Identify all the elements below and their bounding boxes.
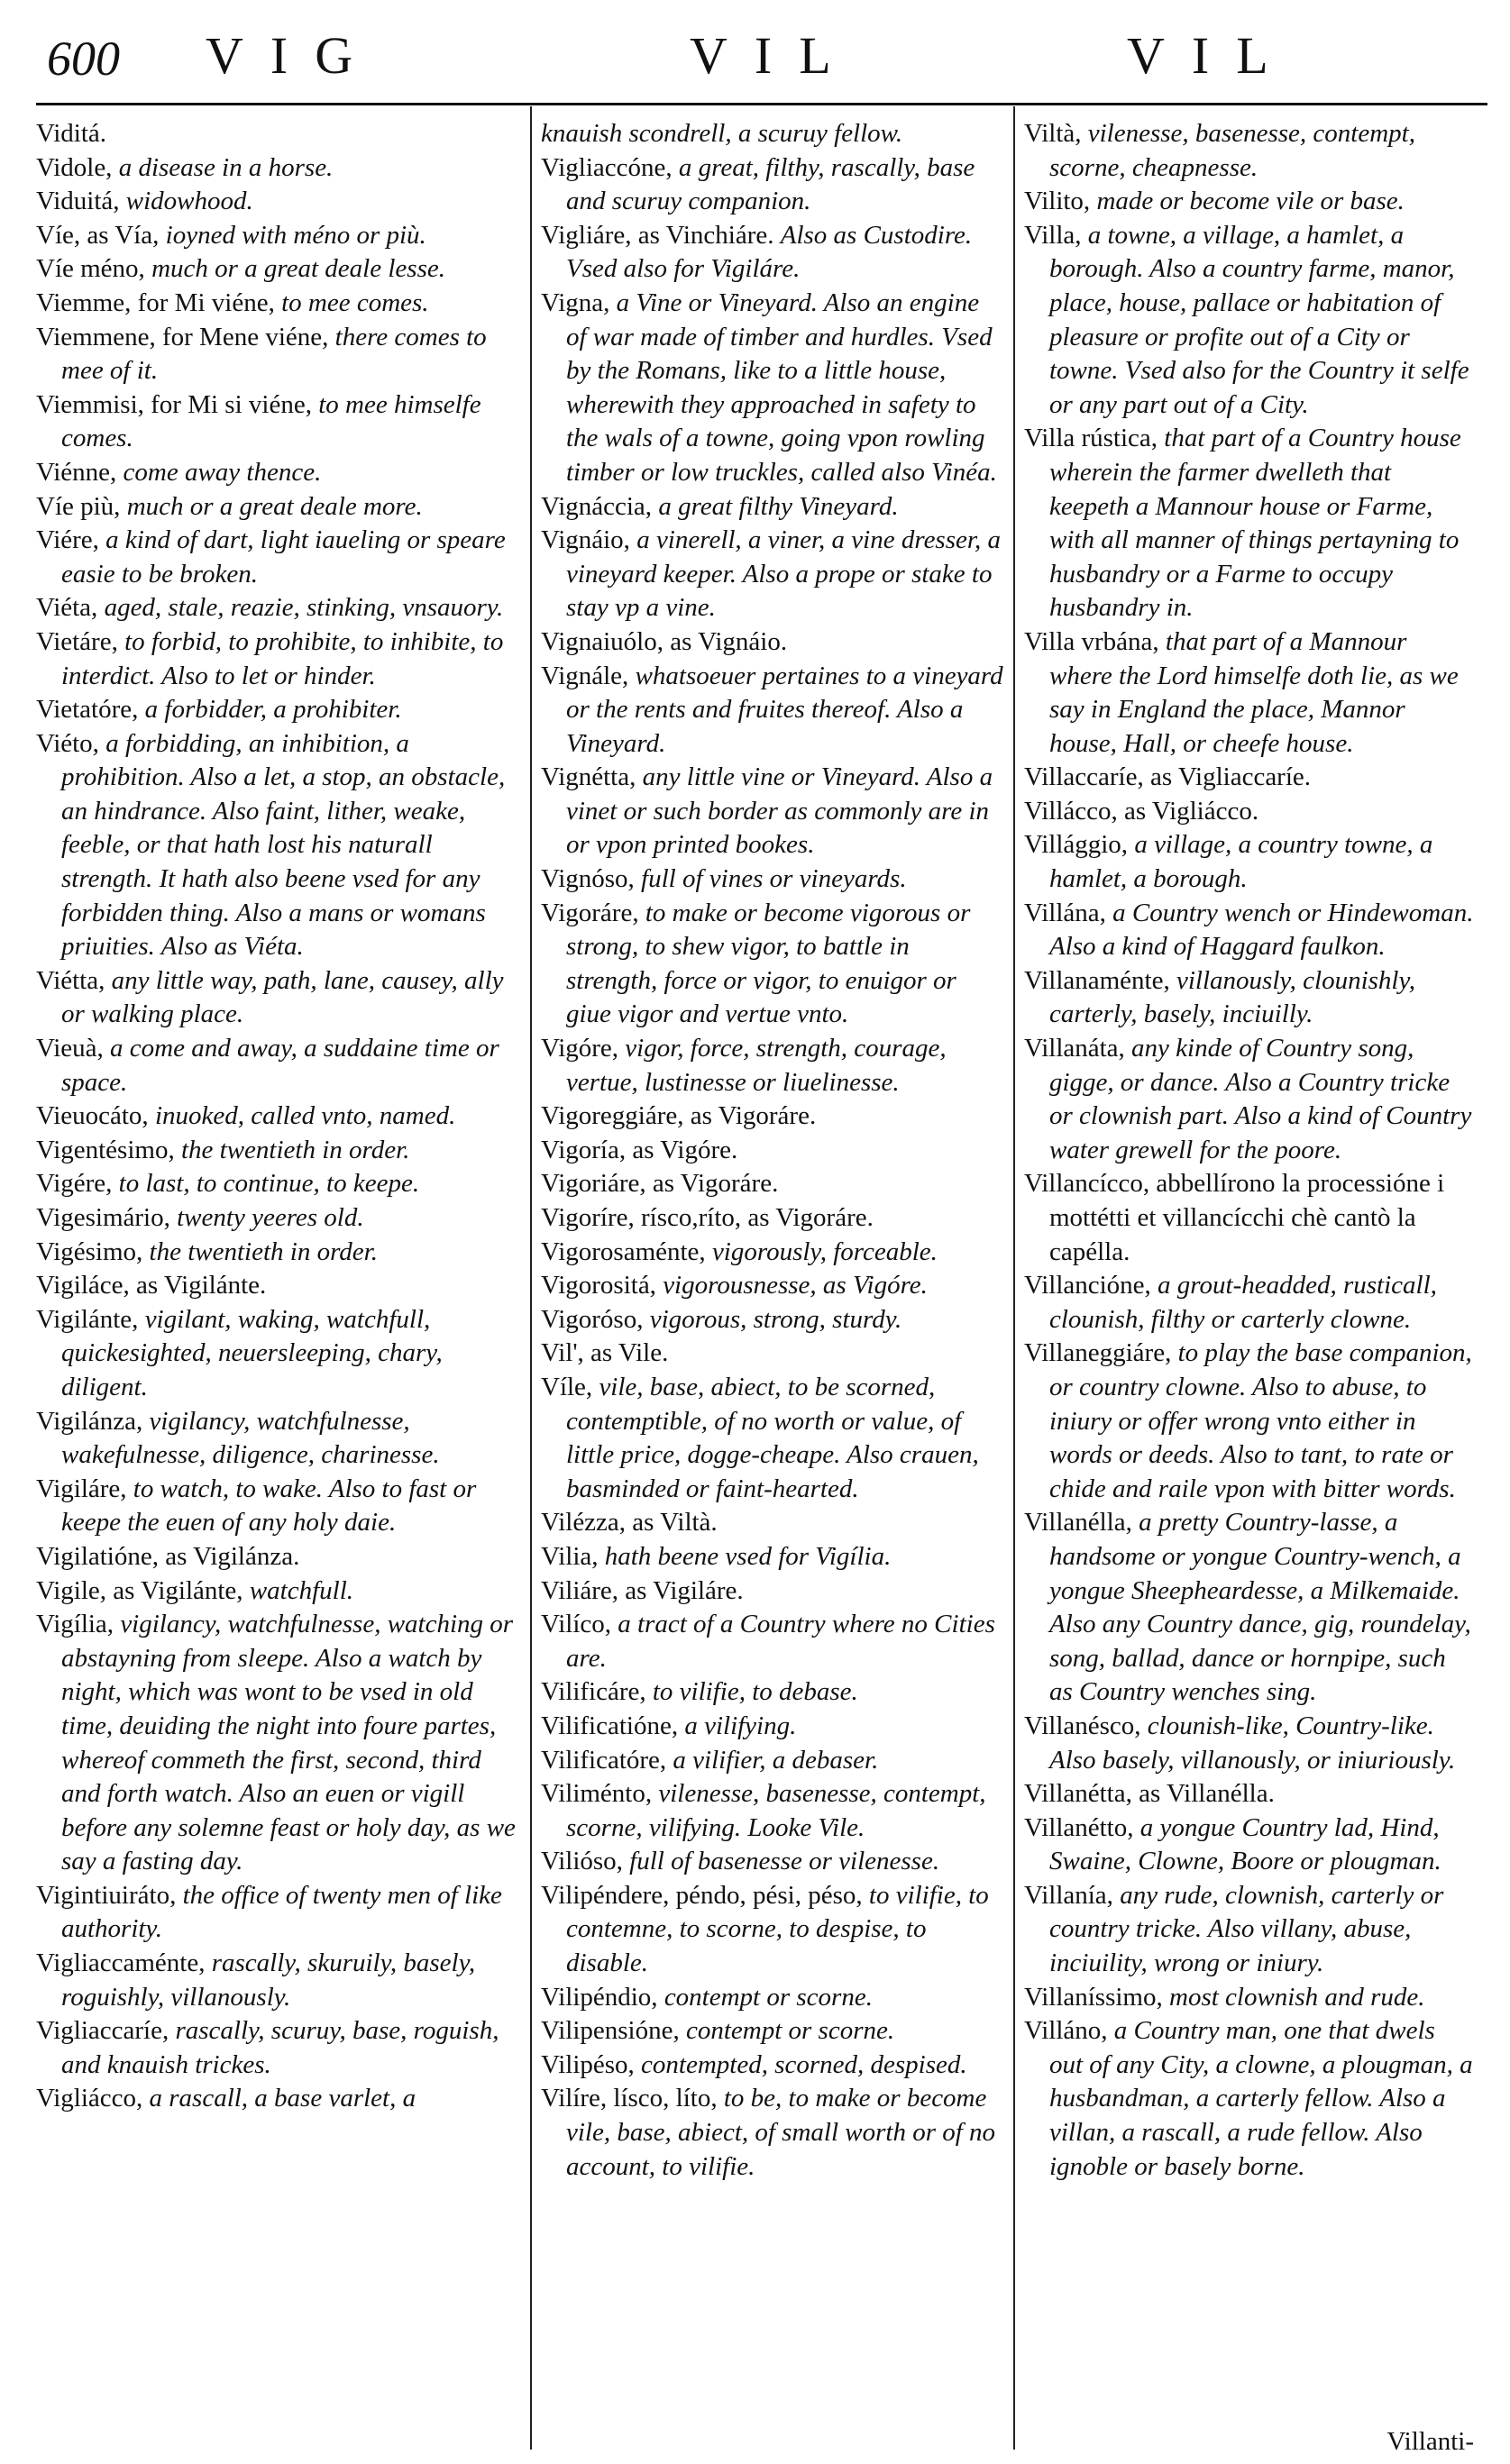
entry-definition: a vilifying.	[684, 1711, 797, 1740]
dictionary-entry	[36, 321, 519, 388]
entry-definition: full of vines or vineyards.	[641, 864, 907, 894]
entry-headword: Vigoríre, rísco,ríto, as Vigoráre.	[541, 1203, 874, 1232]
dictionary-entry	[36, 1236, 519, 1270]
entry-definition: a great filthy Vineyard.	[658, 491, 899, 521]
entry-definition: there comes to mee of it.	[61, 322, 487, 386]
dictionary-entry	[541, 1371, 1004, 1506]
entry-headword: Vilipensióne,	[541, 2016, 680, 2046]
entry-definition: any little vine or Vineyard. Also a vinet or such border as commonly are in or vpon printed bookes.	[566, 762, 993, 860]
dictionary-entry	[1024, 1710, 1475, 1777]
entry-headword: Vilipéso,	[541, 2049, 635, 2079]
entry-definition: to be, to make or become vile, base, abiect, of small worth or of no account, to vilifie.	[566, 2084, 996, 2181]
dictionary-entry	[541, 219, 1004, 287]
entry-definition: most clownish and rude.	[1169, 1982, 1425, 2012]
dictionary-entry	[541, 2049, 1004, 2083]
entry-headword: Villancióne,	[1024, 1271, 1151, 1300]
entry-definition: a come and away, a suddaine time or space.	[61, 1034, 499, 1097]
entry-headword: Viemme, for Mi viéne,	[36, 287, 275, 317]
entry-headword: Vieuà,	[36, 1034, 104, 1063]
dictionary-entry	[36, 456, 519, 490]
dictionary-entry	[541, 1879, 1004, 1981]
entry-headword: Vigoriáre, as Vigoráre.	[541, 1169, 779, 1199]
dictionary-entry	[541, 1506, 1004, 1540]
entry-definition: widowhood.	[125, 187, 253, 216]
page-number: 600	[47, 32, 120, 86]
dictionary-entry	[36, 1032, 519, 1100]
entry-headword: Villanáta,	[1024, 1034, 1125, 1063]
dictionary-entry	[1024, 1811, 1475, 1879]
dictionary-entry	[541, 1744, 1004, 1778]
entry-headword: Vil', as Vile.	[541, 1338, 669, 1368]
entry-definition: vigilancy, watchfulnesse, watching or abstayning from sleepe. Also a watch by night, which was wont to be vsed in old time, deuiding the night into foure partes, whereof commeth the first, second, third and forth watch. Also an euen or vigill before any solemne feast or holy day, as we say a fasting day.	[61, 1610, 516, 1876]
entry-definition: a Country wench or Hindewoman. Also a kind of Haggard faulkon.	[1049, 898, 1474, 962]
dictionary-entry	[36, 1100, 519, 1134]
dictionary-entry	[36, 625, 519, 693]
dictionary-entry	[541, 1134, 1004, 1168]
entry-definition: the twentieth in order.	[149, 1237, 378, 1266]
entry-definition: to mee himselfe comes.	[61, 389, 481, 453]
entry-headword: Vignóso,	[541, 864, 635, 894]
entry-headword: Viéta,	[36, 593, 98, 623]
entry-headword: Víle,	[541, 1372, 593, 1401]
entry-definition: to vilifie, to debase.	[652, 1677, 858, 1707]
dictionary-entry	[541, 1337, 1004, 1371]
entry-definition: that part of a Mannour where the Lord himselfe doth lie, as we say in England the place, Mannor house, Hall, or cheefe house.	[1049, 626, 1459, 758]
entry-definition: contempt or scorne.	[663, 1982, 873, 2012]
entry-definition: made or become vile or base.	[1096, 187, 1405, 216]
dictionary-entry	[36, 2082, 519, 2116]
entry-headword: Viére,	[36, 525, 99, 555]
dictionary-entry	[541, 1032, 1004, 1100]
entry-definition: a vinerell, a viner, a vine dresser, a vineyard keeper. Also a prope or stake to stay vp a vine.	[566, 525, 1001, 623]
dictionary-entry	[36, 287, 519, 321]
entry-definition: to mee comes.	[281, 287, 429, 317]
entry-headword: Villanétto,	[1024, 1812, 1134, 1842]
entry-headword: Vigliáre, as Vinchiáre.	[541, 220, 774, 250]
entry-headword: Villaneggiáre,	[1024, 1338, 1172, 1368]
entry-headword: Vilíre, lísco, líto,	[541, 2084, 718, 2113]
entry-definition: vigorousnesse, as Vigóre.	[663, 1271, 928, 1300]
dictionary-entry	[541, 1675, 1004, 1710]
entry-headword: Vilíco,	[541, 1610, 611, 1639]
dictionary-entry	[541, 1303, 1004, 1337]
entry-headword: Vignále,	[541, 661, 629, 690]
dictionary-entry	[36, 1879, 519, 1947]
entry-definition: a towne, a village, a hamlet, a borough. Also a country farme, manor, place, house, pallace or habitation of pleasure or profite out of a City or towne. Vsed also for the Country it selfe or any part out of a City.	[1049, 220, 1469, 419]
dictionary-entry	[36, 1405, 519, 1473]
entry-headword: Vigília,	[36, 1610, 114, 1639]
entry-headword: Vigna,	[541, 287, 610, 317]
dictionary-entry	[541, 524, 1004, 625]
entry-definition: that part of a Country house wherein the farmer dwelleth that keepeth a Mannour house or Farme, with all manner of things pertayning to husbandry or a Farme to occupy husbandry in.	[1049, 424, 1461, 623]
entry-headword: Vigliaccaménte,	[36, 1948, 206, 1978]
dictionary-entry	[1024, 1981, 1475, 2015]
entry-definition: a tract of a Country where no Cities are.	[566, 1610, 995, 1673]
entry-headword: Viltà,	[1024, 119, 1082, 148]
entry-definition: Also as Custodire. Vsed also for Vigiláre.	[566, 220, 973, 284]
dictionary-entry	[36, 388, 519, 456]
entry-headword: Vigoráre,	[541, 898, 639, 927]
entry-definition: a grout-headded, rusticall, clounish, filthy or carterly clowne.	[1049, 1271, 1437, 1334]
dictionary-entry	[36, 185, 519, 219]
entry-headword: Vigoría, as Vigóre.	[541, 1135, 738, 1164]
dictionary-entry	[541, 1845, 1004, 1879]
entry-definition: any rude, clownish, carterly or country tricke. Also villany, abuse, inciuility, wrong or iniury.	[1049, 1880, 1444, 1978]
entry-headword: Vigiláce, as Vigilánte.	[36, 1271, 267, 1300]
entry-headword: Vilipéndio,	[541, 1982, 658, 2012]
entry-definition: clounish-like, Country-like. Also basely, villanously, or iniuriously.	[1049, 1711, 1456, 1775]
dictionary-entry	[36, 964, 519, 1032]
dictionary-entry	[541, 1710, 1004, 1744]
dictionary-entry	[541, 1574, 1004, 1609]
running-head-left: VIG	[206, 26, 380, 85]
entry-headword: Vigorositá,	[541, 1271, 656, 1300]
entry-headword: Vigliaccóne,	[541, 152, 673, 182]
entry-definition: come away thence.	[123, 457, 322, 487]
entry-headword: Víe più,	[36, 491, 121, 521]
entry-definition: vile, base, abiect, to be scorned, contemptible, of no worth or value, of little price, dogge-cheape. Also crauen, basminded or faint-hearted.	[566, 1372, 979, 1503]
dictionary-entry	[36, 1167, 519, 1201]
dictionary-entry	[541, 761, 1004, 862]
dictionary-entry	[36, 219, 519, 253]
entry-headword: Vilito,	[1024, 187, 1091, 216]
entry-definition: rascally, scuruy, base, roguish, and knauish trickes.	[61, 2016, 499, 2079]
entry-headword: Villácco, as Vigliácco.	[1024, 796, 1259, 826]
entry-headword: Viénne,	[36, 457, 117, 487]
entry-headword: Vigésimo,	[36, 1237, 143, 1266]
dictionary-entry	[36, 1608, 519, 1879]
entry-headword: Víe, as Vía,	[36, 220, 160, 250]
entry-headword: Viliménto,	[541, 1779, 653, 1809]
entry-definition: aged, stale, reazie, stinking, vnsauory.	[104, 593, 504, 623]
dictionary-entry	[36, 1473, 519, 1540]
entry-headword: Villa rústica,	[1024, 424, 1158, 453]
entry-headword: Vietatóre,	[36, 695, 139, 725]
dictionary-entry	[36, 727, 519, 964]
dictionary-entry	[541, 2082, 1004, 2184]
entry-headword: Vigentésimo,	[36, 1135, 175, 1164]
entry-headword: Viéto,	[36, 728, 99, 758]
dictionary-entry	[1024, 1032, 1475, 1167]
entry-definition: a vilifier, a debaser.	[673, 1745, 879, 1775]
dictionary-entry	[541, 1540, 1004, 1574]
entry-headword: Vigorosaménte,	[541, 1237, 706, 1266]
entry-definition: a Vine or Vineyard. Also an engine of war made of timber and hurdles. Vsed by the Romans, like to a little house, wherewith they approached in safety to the wals of a towne, going vpon rowling timber or low truckles, called also Vinéa.	[566, 287, 997, 487]
entry-headword: Vigilatióne, as Vigilánza.	[36, 1541, 300, 1571]
running-head-right: VIL	[1127, 26, 1295, 85]
entry-definition: a Country man, one that dwels out of any City, a clowne, a plougman, a husbandman, a carterly fellow. Also a villan, a rascall, a rude fellow. Also ignoble or basely borne.	[1049, 2016, 1473, 2181]
entry-headword: Vigintiuiráto,	[36, 1880, 177, 1910]
dictionary-entry	[1024, 422, 1475, 625]
entry-headword: Vignáio,	[541, 525, 630, 555]
column-3	[1024, 117, 1475, 2184]
dictionary-entry	[541, 287, 1004, 490]
dictionary-entry	[541, 490, 1004, 525]
entry-definition: inuoked, called vnto, named.	[154, 1101, 456, 1131]
dictionary-entry	[541, 117, 1004, 151]
entry-headword: Vietáre,	[36, 626, 118, 656]
entry-headword: Vigilánza,	[36, 1406, 143, 1436]
entry-headword: Vigliaccaríe,	[36, 2016, 169, 2046]
entry-headword: Vigilánte,	[36, 1304, 139, 1334]
entry-definition: vilenesse, basenesse, contempt, scorne, vilifying. Looke Vile.	[566, 1779, 986, 1842]
dictionary-entry	[541, 1167, 1004, 1201]
entry-headword: Villanélla,	[1024, 1508, 1132, 1538]
entry-headword: Vigesimário,	[36, 1203, 170, 1232]
entry-definition: knauish scondrell, a scuruy fellow.	[541, 119, 903, 148]
dictionary-entry	[541, 1608, 1004, 1675]
entry-definition: twenty yeeres old.	[177, 1203, 364, 1232]
entry-headword: Víe méno,	[36, 254, 145, 284]
entry-headword: Villána,	[1024, 898, 1106, 927]
dictionary-entry	[1024, 625, 1475, 761]
entry-definition: the twentieth in order.	[180, 1135, 410, 1164]
entry-headword: Vilipéndere, péndo, pési, péso,	[541, 1880, 863, 1910]
entry-headword: Villaníssimo,	[1024, 1982, 1163, 2012]
entry-headword: Vigére,	[36, 1169, 113, 1199]
dictionary-entry	[1024, 761, 1475, 795]
entry-headword: Vignaiuólo, as Vignáio.	[541, 626, 788, 656]
dictionary-entry	[541, 1981, 1004, 2015]
dictionary-entry	[541, 660, 1004, 762]
entry-headword: Vigile, as Vigilánte,	[36, 1575, 243, 1605]
entry-headword: Viemmene, for Mene viéne,	[36, 322, 329, 351]
entry-definition: whatsoeuer pertaines to a vineyard or the rents and fruites thereof. Also a Vineyard.	[566, 661, 1003, 758]
column-2	[541, 117, 1004, 2184]
entry-definition: to make or become vigorous or strong, to shew vigor, to battle in strength, force or vigor, to enuigor or giue vigor and vertue vnto.	[566, 898, 971, 1029]
entry-headword: Vigiláre,	[36, 1474, 127, 1503]
entry-definition: a kind of dart, light iaueling or speare easie to be broken.	[61, 525, 506, 589]
entry-definition: vigorous, strong, sturdy.	[649, 1304, 902, 1334]
dictionary-entry	[541, 1236, 1004, 1270]
entry-definition: watchfull.	[249, 1575, 354, 1605]
column-divider-2	[1013, 106, 1015, 2450]
dictionary-entry	[36, 1201, 519, 1236]
dictionary-entry	[1024, 897, 1475, 964]
dictionary-entry	[1024, 1777, 1475, 1811]
entry-headword: Viduitá,	[36, 187, 120, 216]
entry-headword: Villancícco, abbellírono la processióne i mottétti et villancícchi chè cantò la capélla.	[1024, 1169, 1445, 1266]
entry-definition: vigor, force, strength, courage, vertue, lustinesse or liuelinesse.	[566, 1034, 947, 1097]
dictionary-entry	[36, 151, 519, 186]
entry-definition: a rascall, a base varlet, a	[149, 2084, 416, 2113]
entry-definition: to play the base companion, or country clowne. Also to abuse, to iniury or offer wrong vnto either in words or deeds. Also to tant, to rate or chide and raile vpon with bitter words.	[1049, 1338, 1472, 1503]
dictionary-entry	[1024, 1167, 1475, 1269]
entry-headword: Villa vrbána,	[1024, 626, 1159, 656]
column-divider-1	[530, 106, 532, 2450]
dictionary-entry	[1024, 964, 1475, 1032]
entry-definition: to forbid, to prohibite, to inhibite, to interdict. Also to let or hinder.	[61, 626, 504, 690]
dictionary-entry	[1024, 1506, 1475, 1710]
dictionary-entry	[36, 1303, 519, 1405]
dictionary-entry	[541, 2014, 1004, 2049]
entry-headword: Villanía,	[1024, 1880, 1113, 1910]
entry-headword: Vignáccia,	[541, 491, 653, 521]
dictionary-entry	[36, 1540, 519, 1574]
entry-definition: a great, filthy, rascally, base and scuruy companion.	[566, 152, 975, 216]
entry-definition: rascally, skuruily, basely, roguishly, villanously.	[61, 1948, 476, 2012]
entry-headword: Villaccaríe, as Vigliaccaríe.	[1024, 762, 1312, 792]
entry-definition: full of basenesse or vilenesse.	[629, 1847, 940, 1876]
entry-headword: Vidole,	[36, 152, 113, 182]
entry-headword: Vilificáre,	[541, 1677, 646, 1707]
entry-headword: Viditá.	[36, 119, 106, 148]
dictionary-entry	[36, 1269, 519, 1303]
entry-definition: any kinde of Country song, gigge, or dance. Also a Country tricke or clownish part. Also a kind of Country water grewell for the poore.	[1049, 1034, 1472, 1164]
dictionary-entry	[36, 252, 519, 287]
dictionary-entry	[1024, 185, 1475, 219]
entry-definition: a forbidder, a prohibiter.	[144, 695, 402, 725]
entry-headword: Villanétta, as Villanélla.	[1024, 1779, 1275, 1809]
entry-definition: a village, a country towne, a hamlet, a borough.	[1049, 830, 1433, 894]
entry-definition: to watch, to wake. Also to fast or keepe the euen of any holy daie.	[61, 1474, 477, 1538]
entry-headword: Vilia,	[541, 1541, 599, 1571]
entry-definition: a forbidding, an inhibition, a prohibition. Also a let, a stop, an obstacle, an hindrance. Also faint, lither, weake, feeble, or that hath lost his naturall strength. It hath also beene vsed for any forbidden thing. Also a mans or womans priuities. Also as Viéta.	[61, 728, 506, 962]
dictionary-entry	[541, 1777, 1004, 1845]
dictionary-entry	[541, 862, 1004, 897]
dictionary-entry	[541, 151, 1004, 219]
dictionary-entry	[36, 1947, 519, 2014]
dictionary-entry	[541, 1201, 1004, 1236]
entry-headword: Villa,	[1024, 220, 1082, 250]
entry-definition: much or a great deale lesse.	[151, 254, 445, 284]
entry-headword: Vigliácco,	[36, 2084, 143, 2113]
header-rule	[36, 103, 1487, 105]
dictionary-entry	[541, 1100, 1004, 1134]
dictionary-entry	[541, 625, 1004, 660]
dictionary-entry	[1024, 828, 1475, 896]
entry-headword: Vilificatióne,	[541, 1711, 679, 1740]
entry-headword: Vieuocáto,	[36, 1101, 149, 1131]
dictionary-entry	[1024, 2014, 1475, 2184]
entry-headword: Villanésco,	[1024, 1711, 1141, 1740]
entry-definition: to last, to continue, to keepe.	[118, 1169, 420, 1199]
entry-headword: Viemmisi, for Mi si viéne,	[36, 389, 312, 419]
dictionary-entry	[36, 1134, 519, 1168]
entry-definition: to vilifie, to contemne, to scorne, to despise, to disable.	[566, 1880, 989, 1978]
page-header	[36, 25, 1478, 105]
entry-definition: a disease in a horse.	[118, 152, 334, 182]
dictionary-entry	[36, 524, 519, 591]
dictionary-entry	[36, 693, 519, 727]
dictionary-entry	[36, 1574, 519, 1609]
catchword: Villanti-	[1386, 2427, 1474, 2456]
dictionary-entry	[36, 2014, 519, 2082]
entry-definition: a yongue Country lad, Hind, Swaine, Clowne, Boore or plougman.	[1049, 1812, 1441, 1876]
entry-definition: the office of twenty men of like authority.	[61, 1880, 502, 1944]
entry-definition: contempted, scorned, despised.	[641, 2049, 967, 2079]
entry-definition: vilenesse, basenesse, contempt, scorne, cheapnesse.	[1049, 119, 1415, 182]
entry-headword: Vilióso,	[541, 1847, 623, 1876]
dictionary-entry	[36, 591, 519, 625]
entry-headword: Villáno,	[1024, 2016, 1108, 2046]
entry-definition: hath beene vsed for Vigília.	[604, 1541, 892, 1571]
entry-headword: Vigoreggiáre, as Vigoráre.	[541, 1101, 817, 1131]
entry-definition: vigilant, waking, watchfull, quickesighted, neuersleeping, chary, diligent.	[61, 1304, 443, 1401]
dictionary-entry	[541, 1269, 1004, 1303]
dictionary-entry	[1024, 1337, 1475, 1506]
dictionary-entry	[1024, 117, 1475, 185]
dictionary-entry	[36, 490, 519, 525]
entry-headword: Vilézza, as Viltà.	[541, 1508, 718, 1538]
dictionary-entry	[1024, 795, 1475, 829]
entry-headword: Villággio,	[1024, 830, 1129, 860]
entry-definition: vigilancy, watchfulnesse, wakefulnesse, diligence, charinesse.	[61, 1406, 440, 1470]
entry-definition: contempt or scorne.	[685, 2016, 895, 2046]
entry-definition: much or a great deale more.	[126, 491, 423, 521]
dictionary-entry	[541, 897, 1004, 1032]
entry-headword: Vilificatóre,	[541, 1745, 667, 1775]
dictionary-entry	[1024, 1879, 1475, 1981]
entry-definition: villanously, clounishly, carterly, basely, inciuilly.	[1049, 965, 1415, 1029]
entry-headword: Viétta,	[36, 965, 105, 995]
dictionary-entry	[1024, 1269, 1475, 1337]
dictionary-entry	[1024, 219, 1475, 423]
entry-headword: Viliáre, as Vigiláre.	[541, 1575, 744, 1605]
entry-headword: Vigoróso,	[541, 1304, 644, 1334]
dictionary-entry	[36, 117, 519, 151]
entry-definition: any little way, path, lane, causey, ally or walking place.	[61, 965, 504, 1029]
entry-definition: ioyned with méno or più.	[165, 220, 426, 250]
entry-headword: Vignétta,	[541, 762, 636, 792]
column-1	[36, 117, 519, 2116]
running-head-center: VIL	[690, 26, 858, 85]
entry-headword: Villanaménte,	[1024, 965, 1170, 995]
entry-definition: vigorously, forceable.	[711, 1237, 938, 1266]
entry-headword: Vigóre,	[541, 1034, 619, 1063]
entry-definition: a pretty Country-lasse, a handsome or yongue Country-wench, a yongue Sheepheardesse, a Milkemaide. Also any Country dance, gig, roundelay, song, ballad, dance or hornpipe, such as Country wenches sing.	[1049, 1508, 1471, 1707]
